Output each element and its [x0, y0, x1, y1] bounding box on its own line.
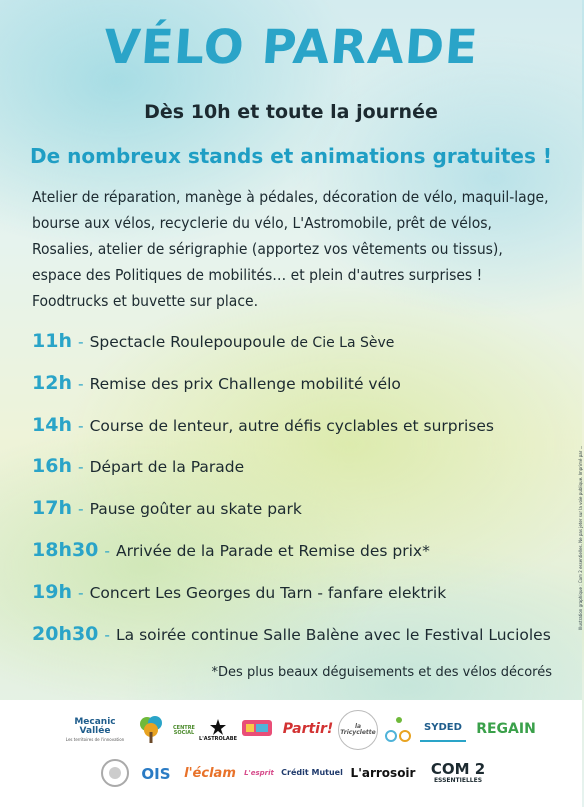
footnote: *Des plus beaux déguisements et des vélos décorés	[211, 665, 552, 680]
logo-com2	[420, 756, 496, 790]
logo-credit-text: Crédit Mutuel	[281, 768, 343, 777]
logo-astrolabe-text: L'ASTROLABE	[199, 735, 237, 742]
schedule-event	[90, 333, 395, 351]
schedule-row	[32, 455, 552, 497]
logo-eclam	[180, 758, 240, 788]
partner-logos-bar	[0, 700, 582, 807]
grey-badge-icon	[100, 758, 130, 788]
schedule-event: Départ de la Parade	[89, 458, 245, 477]
logo-centre-social	[168, 718, 200, 744]
schedule-row	[32, 330, 552, 372]
schedule-row	[32, 539, 552, 581]
schedule-time: 19h	[32, 580, 72, 603]
schedule-event-extra: de Cie La Sève	[290, 335, 395, 351]
schedule-separator: -	[77, 458, 84, 477]
logo-syded-text: SYDED	[424, 722, 462, 733]
schedule-row	[32, 414, 552, 456]
logo-cyclist	[384, 714, 412, 744]
logo-partir-text: Partir!	[282, 721, 334, 737]
schedule-separator: -	[104, 625, 111, 644]
schedule-row	[32, 497, 552, 539]
poster-subtitle: Dès 10h et toute la journée	[144, 101, 438, 123]
schedule-separator: -	[104, 541, 111, 560]
schedule-list	[32, 330, 552, 664]
logo-credit-mutuel	[278, 762, 346, 784]
logo-tricyclette-text: la Tricyclette	[340, 723, 376, 736]
schedule-row	[32, 581, 552, 623]
schedule-separator: -	[77, 333, 84, 351]
schedule-separator: -	[77, 583, 84, 602]
schedule-event: Pause goûter au skate park	[89, 500, 302, 519]
logo-arrosoir	[352, 758, 414, 788]
schedule-time: 11h	[32, 330, 72, 352]
credits-text: Illustration graphique : Com 2 essentielles. Ne pas jeter sur la voie publique. Imprimé par ...	[578, 445, 583, 630]
schedule-time: 16h	[32, 455, 72, 478]
logo-colorful	[240, 714, 274, 744]
credits-vertical	[572, 300, 583, 630]
schedule-separator: -	[77, 374, 84, 393]
logo-centre-text: CENTRE SOCIAL	[173, 725, 195, 736]
logo-eclam-text: l'éclam	[184, 765, 236, 781]
schedule-time: 18h30	[32, 538, 99, 561]
logo-tricyclette	[338, 710, 378, 750]
logo-com2-text: COM 2	[430, 760, 486, 778]
tree-icon	[138, 714, 164, 744]
schedule-time: 20h30	[32, 622, 99, 645]
logo-ois-text: OIS	[141, 764, 171, 783]
logo-ois	[138, 760, 174, 788]
logo-lesprit	[244, 758, 274, 788]
logo-regain-text: REGAIN	[476, 721, 536, 737]
logo-grey-circle	[100, 758, 130, 788]
schedule-event: Course de lenteur, autre défis cyclables et surprises	[89, 416, 494, 435]
schedule-event: Remise des prix Challenge mobilité vélo	[89, 374, 401, 393]
schedule-separator: -	[77, 500, 84, 519]
logo-com2-subtext: ESSENTIELLES	[433, 777, 483, 784]
schedule-row	[32, 623, 552, 665]
schedule-event: Concert Les Georges du Tarn - fanfare elektrik	[89, 583, 447, 602]
schedule-separator: -	[77, 416, 84, 435]
cyclist-icon	[384, 714, 412, 744]
logo-mecanic-text: Mecanic Vallée	[74, 717, 116, 736]
logo-mecanic-subtext: Les territoires de l'innovation	[65, 737, 125, 742]
schedule-time: 17h	[32, 497, 72, 520]
logo-tree	[138, 714, 164, 744]
logo-partir	[284, 712, 332, 746]
schedule-time: 12h	[32, 371, 72, 394]
schedule-event-label: Spectacle Roulepoupoule	[89, 333, 286, 351]
logo-regain	[476, 712, 536, 746]
colorful-logo-icon	[240, 714, 274, 744]
schedule-time: 14h	[32, 413, 72, 436]
logo-arrosoir-text: L'arrosoir	[350, 766, 416, 780]
logo-astrolabe	[200, 712, 236, 748]
logo-mecanic-vallee	[60, 712, 130, 748]
poster-title: VÉLO PARADE	[101, 20, 481, 75]
star-icon	[210, 719, 226, 735]
schedule-row	[32, 372, 552, 414]
activities-description: Atelier de réparation, manège à pédales, décoration de vélo, maquil-lage, bourse aux vélos, recyclerie du vélo, L'Astromobile, prêt de vélos, Rosalies, atelier de sérigraphie (apportez vos vêtements ou tissus), espace des Politiques de mobilités… et plein d'autres surprises ! Foodtrucks et buvette sur place.	[32, 188, 549, 310]
highlight-text: De nombreux stands et animations gratuites !	[30, 144, 552, 168]
logo-lesprit-text: L'esprit	[244, 768, 274, 777]
schedule-event: Arrivée de la Parade et Remise des prix*	[116, 541, 430, 560]
logo-syded	[420, 716, 466, 742]
schedule-event: La soirée continue Salle Balène avec le Festival Lucioles	[116, 625, 551, 644]
